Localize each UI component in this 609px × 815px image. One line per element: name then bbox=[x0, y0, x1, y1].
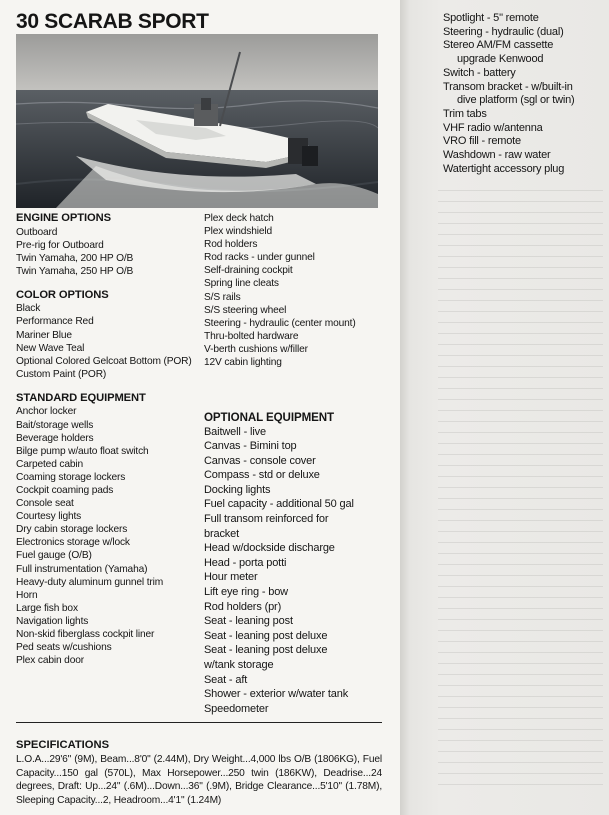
list-item: Trim tabs bbox=[443, 107, 487, 120]
list-item: Canvas - console cover bbox=[204, 454, 316, 467]
list-item: VRO fill - remote bbox=[443, 135, 521, 148]
list-item: Anchor locker bbox=[16, 406, 77, 418]
list-item: Fuel gauge (O/B) bbox=[16, 550, 92, 562]
list-item: Docking lights bbox=[204, 483, 271, 496]
optional-equipment-list bbox=[204, 425, 384, 717]
list-item: Ped seats w/cushions bbox=[16, 642, 112, 654]
list-item: Carpeted cabin bbox=[16, 458, 83, 470]
list-item: VHF radio w/antenna bbox=[443, 121, 543, 134]
list-item: Plex cabin door bbox=[16, 655, 84, 667]
optional-equipment bbox=[204, 411, 384, 716]
list-item: Transom bracket - w/built-in dive platform (sgl or twin) bbox=[443, 80, 575, 107]
engine-options-list bbox=[16, 226, 202, 278]
boat-photo bbox=[16, 34, 378, 208]
list-item: Outboard bbox=[16, 226, 58, 238]
engine-options-heading: ENGINE OPTIONS bbox=[16, 212, 111, 224]
specifications-heading: SPECIFICATIONS bbox=[16, 739, 110, 751]
list-item: Washdown - raw water bbox=[443, 149, 551, 162]
list-item: Fuel capacity - additional 50 gal bbox=[204, 498, 354, 511]
standard-equipment-list-continued bbox=[204, 212, 384, 369]
list-item: Plex deck hatch bbox=[204, 213, 274, 224]
list-item: Spring line cleats bbox=[204, 278, 279, 290]
list-item: Baitwell - live bbox=[204, 425, 266, 438]
list-item: Non-skid fiberglass cockpit liner bbox=[16, 629, 155, 641]
list-item: Steering - hydraulic (center mount) bbox=[204, 317, 356, 329]
list-item: Seat - leaning post deluxe bbox=[204, 629, 328, 642]
list-item: Hour meter bbox=[204, 571, 258, 584]
list-item: Optional Colored Gelcoat Bottom (POR) bbox=[16, 355, 192, 367]
page-title: 30 SCARAB SPORT bbox=[16, 10, 209, 33]
list-item: Pre-rig for Outboard bbox=[16, 239, 104, 251]
list-item: Twin Yamaha, 250 HP O/B bbox=[16, 265, 134, 277]
list-item: Coaming storage lockers bbox=[16, 471, 126, 483]
list-item: Rod racks - under gunnel bbox=[204, 252, 315, 264]
optional-equipment-heading: OPTIONAL EQUIPMENT bbox=[204, 411, 335, 424]
list-item: Steering - hydraulic (dual) bbox=[443, 25, 564, 38]
color-options-heading: COLOR OPTIONS bbox=[16, 288, 109, 301]
list-item: Heavy-duty aluminum gunnel trim bbox=[16, 576, 164, 588]
list-item: Performance Red bbox=[16, 316, 94, 328]
list-item: Stereo AM/FM cassette upgrade Kenwood bbox=[443, 39, 554, 66]
list-item: Bait/storage wells bbox=[16, 419, 94, 431]
optional-equipment-list-continued bbox=[443, 12, 605, 176]
list-item: Watertight accessory plug bbox=[443, 162, 565, 175]
list-item: Seat - leaning post deluxe w/tank storage bbox=[204, 644, 328, 671]
section-divider bbox=[16, 722, 382, 723]
list-item: Courtesy lights bbox=[16, 511, 82, 523]
list-item: Electronics storage w/lock bbox=[16, 537, 130, 549]
list-item: Head w/dockside discharge bbox=[204, 542, 335, 555]
list-item: Head - porta potti bbox=[204, 556, 287, 569]
list-item: Custom Paint (POR) bbox=[16, 368, 107, 380]
list-item: Plex windshield bbox=[204, 226, 272, 238]
list-item: Mariner Blue bbox=[16, 329, 72, 341]
list-item: V-berth cushions w/filler bbox=[204, 343, 308, 355]
list-item: Large fish box bbox=[16, 602, 78, 614]
list-item: S/S rails bbox=[204, 291, 241, 303]
specifications-text: L.O.A...29'6" (9M), Beam...8'0" (2.44M), Dry Weight...4,000 lbs O/B (1806KG), Fuel Capacity...150 gal (570L), Max Horsepower...250 twin (186KW), Deadrise...24 degrees, Draft: Up...24" (.6M)...Down...36" (.9M), Bridge Clearance...5'10" (1.78M), Sleeping Capacity...2, Headroom...4'1" (1.24M) bbox=[16, 754, 382, 806]
list-item: Bilge pump w/auto float switch bbox=[16, 445, 149, 457]
left-column bbox=[16, 212, 202, 667]
list-item: Spotlight - 5" remote bbox=[443, 12, 539, 24]
list-item: Full transom reinforced for bracket bbox=[204, 513, 329, 540]
list-item: Console seat bbox=[16, 498, 74, 510]
list-item: Full instrumentation (Yamaha) bbox=[16, 563, 148, 575]
bleed-through-texture bbox=[438, 190, 603, 790]
list-item: Seat - leaning post bbox=[204, 615, 293, 628]
list-item: Black bbox=[16, 303, 41, 315]
list-item: Twin Yamaha, 200 HP O/B bbox=[16, 252, 134, 264]
list-item: 12V cabin lighting bbox=[204, 357, 282, 369]
list-item: Rod holders (pr) bbox=[204, 600, 282, 613]
list-item: Horn bbox=[16, 589, 38, 601]
standard-equipment-list bbox=[16, 405, 202, 667]
optional-equipment-continued bbox=[443, 12, 605, 176]
standard-equipment-heading: STANDARD EQUIPMENT bbox=[16, 391, 146, 404]
list-item: S/S steering wheel bbox=[204, 304, 287, 316]
list-item: New Wave Teal bbox=[16, 342, 85, 354]
color-options-list bbox=[16, 302, 202, 381]
list-item: Rod holders bbox=[204, 239, 258, 251]
list-item: Self-draining cockpit bbox=[204, 265, 293, 277]
list-item: Canvas - Bimini top bbox=[204, 440, 297, 453]
list-item: Dry cabin storage lockers bbox=[16, 524, 128, 536]
list-item: Shower - exterior w/water tank bbox=[204, 688, 349, 701]
list-item: Seat - aft bbox=[204, 673, 248, 686]
list-item: Compass - std or deluxe bbox=[204, 469, 320, 482]
list-item: Speedometer bbox=[204, 702, 269, 715]
list-item: Cockpit coaming pads bbox=[16, 485, 114, 496]
list-item: Lift eye ring - bow bbox=[204, 586, 288, 599]
list-item: Beverage holders bbox=[16, 432, 94, 444]
list-item: Switch - battery bbox=[443, 66, 516, 79]
list-item: Navigation lights bbox=[16, 615, 89, 627]
list-item: Thru-bolted hardware bbox=[204, 330, 299, 342]
standard-equipment-continued bbox=[204, 212, 384, 369]
